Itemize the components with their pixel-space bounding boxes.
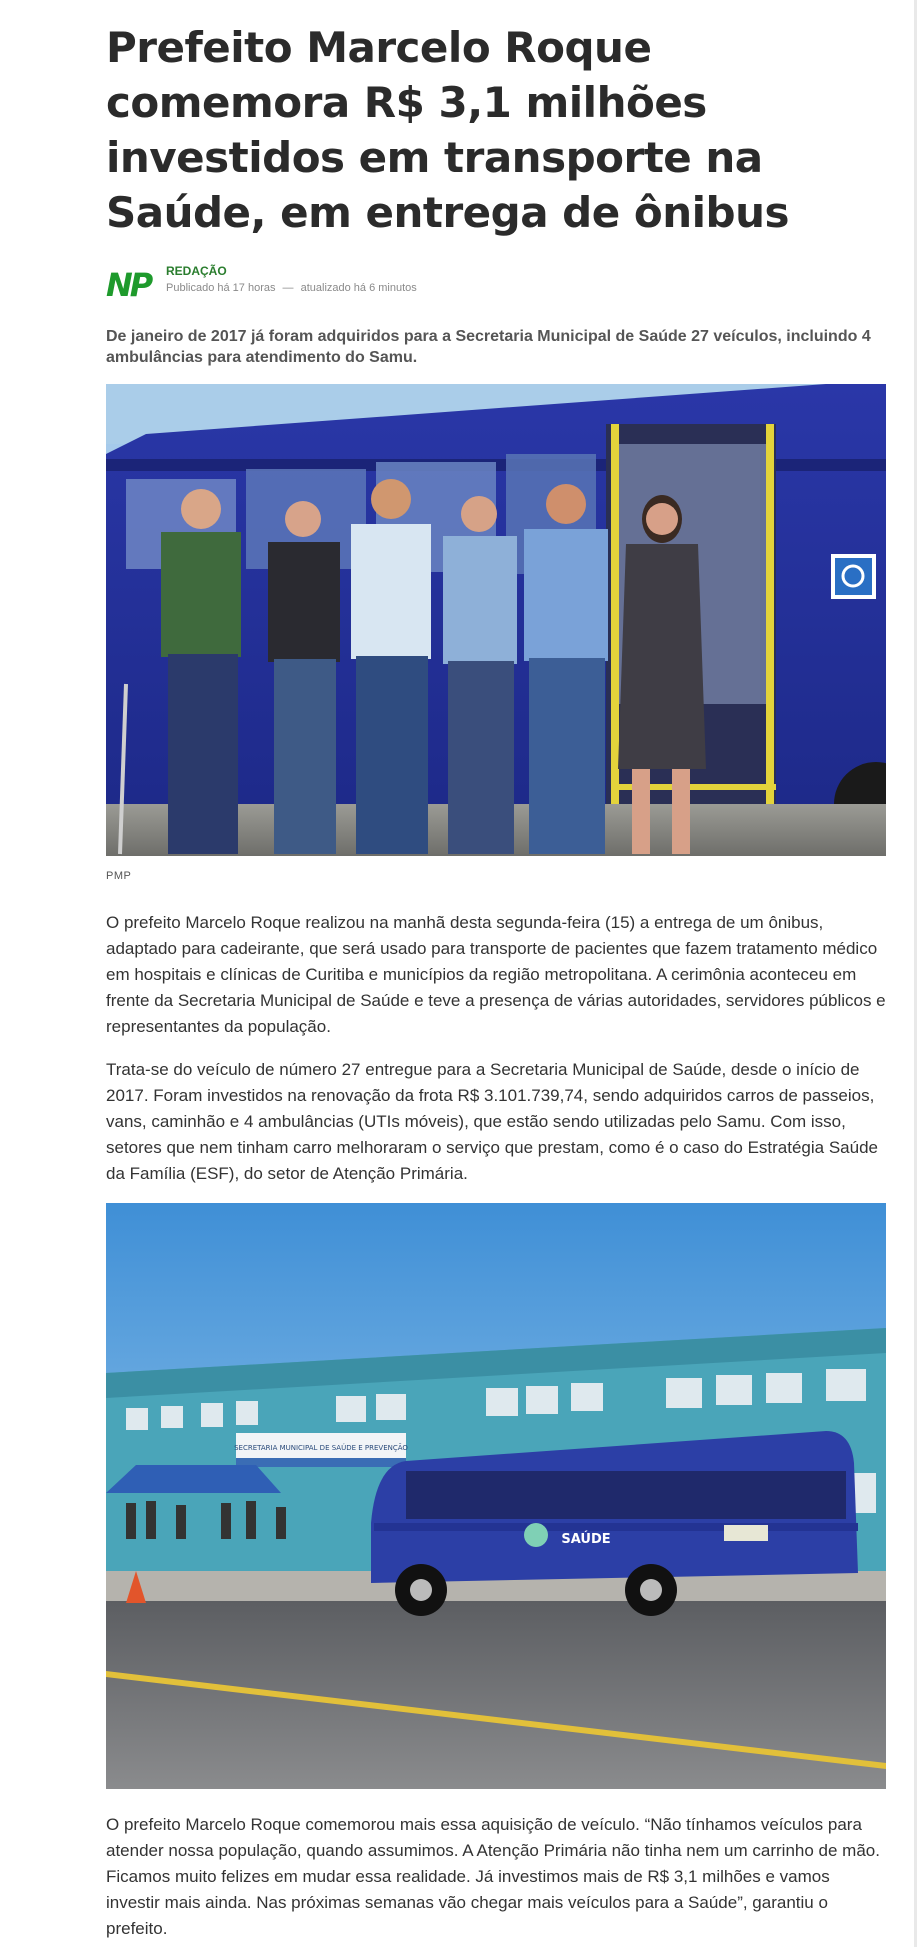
article-paragraph-1: O prefeito Marcelo Roque realizou na manhã desta segunda-feira (15) a entrega de um ônibus, adaptado para cadeirante, que será usado para transporte de pacientes que fazem tratamento médico em hospitais e clínicas de Curitiba e municípios da região metropolitana. A cerimônia aconteceu em frente da Secretaria Municipal de Saúde e teve a presença de várias autoridades, servidores públicos e representantes da população.	[106, 913, 886, 1036]
article-lead: De janeiro de 2017 já foram adquiridos para a Secretaria Municipal de Saúde 27 veículos, incluindo 4 ambulâncias para atendimento do Samu.	[106, 328, 871, 366]
article-photo-bus-building[interactable]	[106, 1203, 886, 1789]
publisher-logo-text: NP	[106, 266, 151, 299]
photo-credit: PMP	[106, 870, 132, 882]
author-link[interactable]: REDAÇÃO	[166, 264, 227, 278]
byline	[106, 262, 606, 302]
publisher-logo[interactable]	[106, 265, 156, 299]
article-paragraph-2: Trata-se do veículo de número 27 entregue para a Secretaria Municipal de Saúde, desde o início de 2017. Foram investidos na renovação da frota R$ 3.101.739,74, sendo adquiridos carros de passeios, vans, caminhão e 4 ambulâncias (UTIs móveis), que estão sendo utilizadas pelo Samu. Com isso, setores que nem tinham carro melhoraram o serviço que prestam, como é o caso do Estratégia Saúde da Família (ESF), do setor de Atenção Primária.	[106, 1060, 878, 1183]
article-paragraph-3: O prefeito Marcelo Roque comemorou mais essa aquisição de veículo. “Não tínhamos veículos para atender nossa população, quando assumimos. A Atenção Primária não tinha nem um carrinho de mão. Ficamos muito felizes em mudar essa realidade. Já investimos mais de R$ 3,1 milhões e vamos investir mais ainda. Nas próximas semanas vão chegar mais veículos para a Saúde”, garantiu o prefeito.	[106, 1815, 880, 1938]
byline-meta	[166, 282, 421, 294]
updated-time: atualizado há 6 minutos	[300, 282, 417, 294]
bus-logo-text: SAÚDE	[561, 1532, 611, 1547]
building-sign-text: SECRETARIA MUNICIPAL DE SAÚDE E PREVENÇÃO	[234, 1444, 408, 1452]
article-title: Prefeito Marcelo Roque comemora R$ 3,1 milhões investidos em transporte na Saúde, em entrega de ônibus	[106, 23, 789, 237]
byline-separator: —	[282, 282, 294, 294]
article-photo-bus-ceremony[interactable]	[106, 384, 886, 856]
published-time: Publicado há 17 horas	[166, 282, 276, 294]
